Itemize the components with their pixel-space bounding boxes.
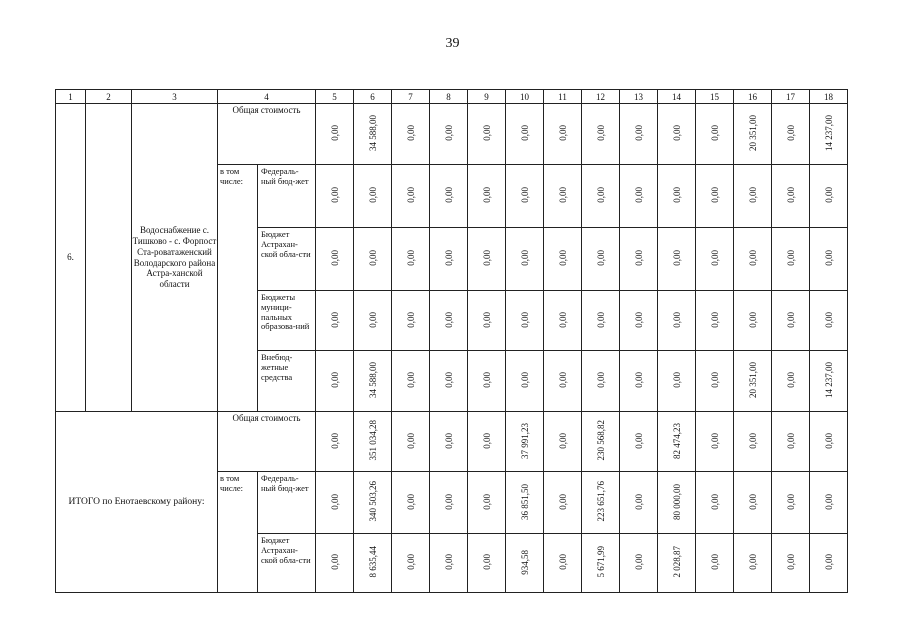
column-header: 9 (468, 90, 506, 104)
value-cell (354, 228, 392, 291)
budget-table (55, 89, 881, 593)
value-text: 0,00 (709, 493, 720, 510)
column-header: 18 (810, 90, 848, 104)
value-text: 0,00 (709, 311, 720, 328)
column-header: 11 (544, 90, 582, 104)
value-text: 0,00 (595, 311, 606, 328)
value-cell (468, 291, 506, 351)
value-cell (354, 165, 392, 228)
value-cell (392, 104, 430, 165)
district-total-label: ИТОГО по Енотаевскому району: (56, 412, 218, 593)
value-cell (316, 104, 354, 165)
value-cell (658, 351, 696, 412)
column-header: 4 (218, 90, 316, 104)
column-header: 14 (658, 90, 696, 104)
value-text: 0,00 (785, 250, 796, 266)
value-cell (506, 228, 544, 291)
municipal-label: Бюджеты муници-пальных образова-ний (258, 291, 316, 351)
value-cell (810, 291, 848, 351)
value-cell (506, 165, 544, 228)
value-text: 14 237,00 (823, 115, 834, 151)
value-text: 340 503,26 (367, 481, 378, 522)
value-cell (544, 351, 582, 412)
value-cell (582, 351, 620, 412)
value-cell (620, 472, 658, 534)
value-cell (582, 412, 620, 472)
value-text: 0,00 (405, 250, 416, 266)
value-text: 20 351,00 (747, 115, 758, 151)
value-cell (810, 228, 848, 291)
value-text: 20 351,00 (747, 362, 758, 398)
value-text: 2 028,87 (671, 546, 682, 578)
value-text: 0,00 (823, 187, 834, 203)
value-cell (620, 228, 658, 291)
value-text: 223 651,76 (595, 481, 606, 522)
value-text: 0,00 (405, 493, 416, 510)
value-text: 0,00 (367, 250, 378, 266)
value-cell (734, 472, 772, 534)
column-header: 16 (734, 90, 772, 104)
value-cell (506, 351, 544, 412)
value-cell (734, 104, 772, 165)
value-cell (658, 412, 696, 472)
section-number: 6. (56, 104, 86, 412)
value-cell (810, 165, 848, 228)
value-text: 0,00 (785, 432, 796, 449)
value-cell (620, 534, 658, 593)
value-text: 0,00 (519, 250, 530, 266)
total-cost-row (56, 412, 881, 472)
column-header: 2 (86, 90, 132, 104)
value-cell (696, 351, 734, 412)
value-text: 0,00 (519, 125, 530, 141)
value-text: 0,00 (329, 125, 340, 141)
value-text: 0,00 (709, 372, 720, 388)
value-text: 0,00 (367, 187, 378, 203)
value-text: 0,00 (709, 125, 720, 141)
value-cell (544, 291, 582, 351)
value-text: 0,00 (443, 187, 454, 203)
value-text: 0,00 (557, 250, 568, 266)
value-cell (810, 472, 848, 534)
value-cell (734, 534, 772, 593)
value-cell (316, 534, 354, 593)
value-cell (772, 534, 810, 593)
value-text: 0,00 (671, 372, 682, 388)
value-cell (544, 534, 582, 593)
value-text: 0,00 (329, 554, 340, 570)
value-text: 0,00 (481, 250, 492, 266)
value-cell (430, 472, 468, 534)
value-cell (772, 228, 810, 291)
value-cell (696, 534, 734, 593)
value-text: 0,00 (709, 554, 720, 570)
value-cell (772, 472, 810, 534)
value-cell (430, 165, 468, 228)
value-text: 0,00 (557, 125, 568, 141)
value-cell (392, 534, 430, 593)
value-text: 0,00 (633, 554, 644, 570)
value-text: 0,00 (633, 493, 644, 510)
value-text: 0,00 (709, 187, 720, 203)
value-text: 0,00 (785, 311, 796, 328)
value-cell (696, 412, 734, 472)
value-text: 0,00 (709, 432, 720, 449)
value-cell (544, 412, 582, 472)
value-cell (430, 104, 468, 165)
value-cell (354, 104, 392, 165)
value-text: 0,00 (329, 493, 340, 510)
value-cell (354, 351, 392, 412)
value-text: 0,00 (595, 125, 606, 141)
value-cell (354, 472, 392, 534)
value-text: 0,00 (747, 311, 758, 328)
value-cell (506, 412, 544, 472)
value-cell (430, 534, 468, 593)
value-cell (392, 165, 430, 228)
value-text: 0,00 (481, 311, 492, 328)
value-cell (658, 104, 696, 165)
value-text: 0,00 (557, 187, 568, 203)
value-text: 0,00 (443, 125, 454, 141)
value-cell (316, 165, 354, 228)
value-cell (810, 351, 848, 412)
value-text: 0,00 (633, 311, 644, 328)
value-text: 0,00 (557, 493, 568, 510)
including-label: в том числе: (218, 472, 258, 593)
value-text: 0,00 (329, 250, 340, 266)
total-cost-label: Общая стоимость (218, 104, 316, 165)
value-text: 34 588,00 (367, 115, 378, 151)
value-text: 0,00 (747, 432, 758, 449)
value-text: 0,00 (709, 250, 720, 266)
column-header: 12 (582, 90, 620, 104)
value-cell (506, 534, 544, 593)
value-text: 0,00 (747, 493, 758, 510)
value-text: 934,58 (519, 549, 530, 575)
value-cell (544, 104, 582, 165)
column-header: 17 (772, 90, 810, 104)
value-cell (544, 228, 582, 291)
column-header: 1 (56, 90, 86, 104)
value-cell (734, 412, 772, 472)
value-cell (620, 165, 658, 228)
value-text: 0,00 (557, 311, 568, 328)
column-header: 13 (620, 90, 658, 104)
value-cell (734, 291, 772, 351)
value-text: 351 034,28 (367, 420, 378, 461)
value-cell (392, 412, 430, 472)
column-header: 8 (430, 90, 468, 104)
value-text: 36 851,50 (519, 483, 530, 520)
value-text: 0,00 (785, 372, 796, 388)
value-cell (506, 472, 544, 534)
value-text: 0,00 (823, 311, 834, 328)
value-text: 0,00 (633, 372, 644, 388)
value-text: 0,00 (443, 554, 454, 570)
value-text: 0,00 (329, 187, 340, 203)
value-cell (620, 291, 658, 351)
value-cell (658, 534, 696, 593)
regional-label: Бюджет Астрахан-ской обла-сти (258, 534, 316, 593)
value-text: 0,00 (823, 250, 834, 266)
value-text: 0,00 (595, 250, 606, 266)
value-text: 0,00 (481, 187, 492, 203)
value-cell (582, 165, 620, 228)
value-text: 0,00 (633, 125, 644, 141)
value-cell (468, 534, 506, 593)
federal-label: Федераль-ный бюд-жет (258, 165, 316, 228)
value-text: 8 635,44 (367, 546, 378, 578)
value-cell (772, 165, 810, 228)
value-cell (316, 351, 354, 412)
value-text: 0,00 (329, 311, 340, 328)
value-text: 0,00 (633, 187, 644, 203)
value-text: 0,00 (671, 311, 682, 328)
value-text: 0,00 (481, 372, 492, 388)
value-cell (658, 228, 696, 291)
value-text: 0,00 (671, 125, 682, 141)
value-text: 230 568,82 (595, 420, 606, 461)
value-text: 0,00 (785, 554, 796, 570)
value-cell (430, 412, 468, 472)
value-text: 0,00 (747, 250, 758, 266)
value-cell (696, 228, 734, 291)
value-text: 0,00 (823, 493, 834, 510)
value-cell (544, 472, 582, 534)
value-text: 0,00 (785, 493, 796, 510)
value-cell (392, 228, 430, 291)
value-cell (658, 472, 696, 534)
value-cell (430, 351, 468, 412)
value-cell (620, 351, 658, 412)
value-cell (582, 228, 620, 291)
column-header: 7 (392, 90, 430, 104)
value-cell (772, 351, 810, 412)
value-cell (696, 291, 734, 351)
value-cell (468, 104, 506, 165)
value-text: 0,00 (367, 311, 378, 328)
value-cell (658, 165, 696, 228)
value-cell (506, 104, 544, 165)
regional-label: Бюджет Астрахан-ской обла-сти (258, 228, 316, 291)
value-cell (468, 351, 506, 412)
value-cell (316, 291, 354, 351)
value-text: 0,00 (405, 125, 416, 141)
value-text: 0,00 (823, 432, 834, 449)
value-text: 0,00 (443, 372, 454, 388)
value-cell (772, 412, 810, 472)
value-text: 0,00 (481, 493, 492, 510)
value-text: 0,00 (785, 125, 796, 141)
section-total-row (56, 104, 881, 165)
value-text: 0,00 (481, 125, 492, 141)
value-text: 0,00 (329, 432, 340, 449)
value-cell (354, 534, 392, 593)
value-text: 0,00 (519, 372, 530, 388)
value-text: 0,00 (443, 311, 454, 328)
column-header: 5 (316, 90, 354, 104)
header-row (56, 90, 881, 104)
value-text: 0,00 (405, 554, 416, 570)
value-text: 0,00 (633, 432, 644, 449)
value-cell (696, 165, 734, 228)
value-text: 0,00 (785, 187, 796, 203)
value-text: 0,00 (671, 187, 682, 203)
value-cell (772, 291, 810, 351)
value-text: 0,00 (481, 432, 492, 449)
column-header: 3 (132, 90, 218, 104)
value-cell (468, 228, 506, 291)
value-cell (696, 472, 734, 534)
value-cell (544, 165, 582, 228)
value-text: 0,00 (405, 187, 416, 203)
value-text: 0,00 (557, 554, 568, 570)
value-cell (696, 104, 734, 165)
extrabudget-label: Внебюд-жетные средства (258, 351, 316, 412)
value-cell (658, 291, 696, 351)
value-cell (582, 104, 620, 165)
column-header: 6 (354, 90, 392, 104)
value-text: 0,00 (747, 187, 758, 203)
value-cell (582, 472, 620, 534)
value-cell (810, 104, 848, 165)
value-cell (620, 104, 658, 165)
value-text: 37 991,23 (519, 422, 530, 459)
page-number: 39 (445, 36, 460, 51)
column-header: 15 (696, 90, 734, 104)
value-text: 0,00 (595, 187, 606, 203)
value-text: 0,00 (443, 493, 454, 510)
value-cell (468, 412, 506, 472)
value-cell (810, 534, 848, 593)
value-cell (582, 291, 620, 351)
value-text: 0,00 (633, 250, 644, 266)
value-cell (734, 228, 772, 291)
value-cell (430, 228, 468, 291)
value-cell (316, 412, 354, 472)
value-text: 0,00 (481, 554, 492, 570)
federal-label: Федераль-ный бюд-жет (258, 472, 316, 534)
value-cell (392, 351, 430, 412)
value-cell (620, 412, 658, 472)
column-header: 10 (506, 90, 544, 104)
value-cell (316, 228, 354, 291)
including-label: в том числе: (218, 165, 258, 412)
value-text: 5 671,99 (595, 546, 606, 578)
value-cell (506, 291, 544, 351)
value-cell (354, 291, 392, 351)
value-text: 34 588,00 (367, 362, 378, 398)
value-cell (734, 351, 772, 412)
value-text: 0,00 (405, 432, 416, 449)
value-text: 14 237,00 (823, 362, 834, 398)
value-text: 0,00 (519, 311, 530, 328)
value-text: 0,00 (443, 250, 454, 266)
value-cell (468, 472, 506, 534)
value-text: 80 000,00 (671, 483, 682, 520)
value-text: 0,00 (519, 187, 530, 203)
total-cost-label: Общая стоимость (218, 412, 316, 472)
value-cell (316, 472, 354, 534)
value-text: 0,00 (557, 432, 568, 449)
value-text: 0,00 (595, 372, 606, 388)
value-cell (810, 412, 848, 472)
value-text: 0,00 (557, 372, 568, 388)
value-text: 0,00 (823, 554, 834, 570)
value-text: 0,00 (405, 311, 416, 328)
empty-cell (86, 104, 132, 412)
section-name: Водоснабжение с. Тишково - с. Форпост Ста-роватаженский Володарского района Астра-ханской области (132, 104, 218, 412)
value-cell (392, 472, 430, 534)
value-text: 0,00 (443, 432, 454, 449)
value-cell (468, 165, 506, 228)
value-cell (734, 165, 772, 228)
value-cell (582, 534, 620, 593)
value-cell (392, 291, 430, 351)
value-cell (430, 291, 468, 351)
value-text: 0,00 (747, 554, 758, 570)
value-text: 82 474,23 (671, 422, 682, 459)
value-cell (354, 412, 392, 472)
value-text: 0,00 (671, 250, 682, 266)
value-text: 0,00 (405, 372, 416, 388)
value-text: 0,00 (329, 372, 340, 388)
value-cell (772, 104, 810, 165)
